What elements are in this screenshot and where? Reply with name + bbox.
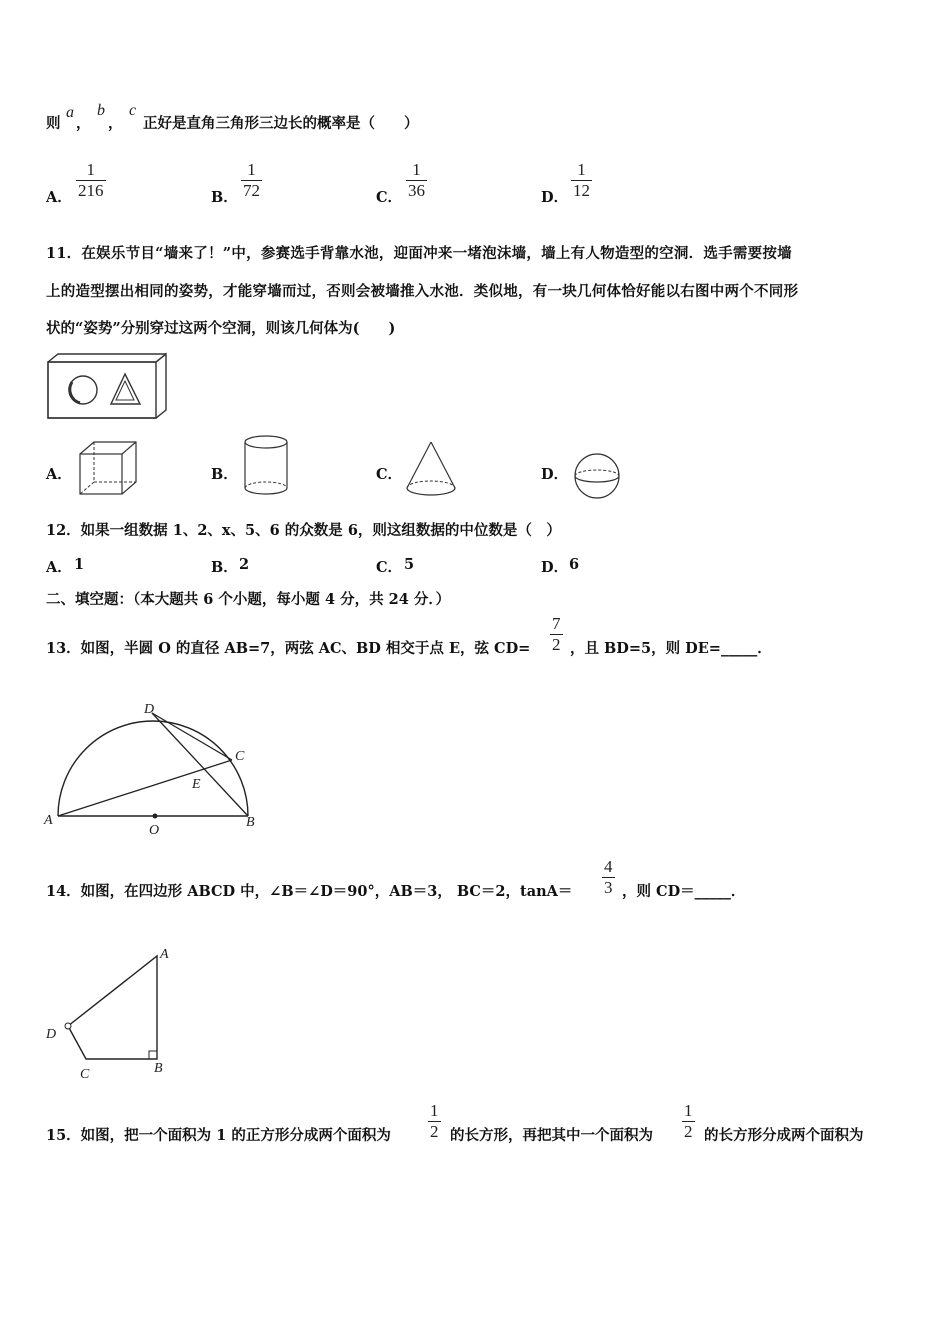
option-label: A． bbox=[46, 559, 72, 576]
label-O: O bbox=[149, 823, 160, 838]
numerator: 4 bbox=[604, 857, 613, 876]
denominator: 2 bbox=[684, 1122, 693, 1141]
q12-stem: 12．如果一组数据 1、2、x、5、6 的众数是 6，则这组数据的中位数是（ ） bbox=[46, 522, 561, 539]
label-D: D bbox=[144, 702, 155, 717]
wall-figure bbox=[46, 352, 168, 420]
label-A: A bbox=[160, 947, 169, 962]
section-title: 二、填空题：（本大题共 6 个小题，每小题 4 分，共 24 分．） bbox=[46, 591, 451, 608]
option-label: B． bbox=[211, 466, 238, 483]
q15-stem-part2: 的长方形，再把其中一个面积为 bbox=[450, 1127, 653, 1144]
label-C: C bbox=[235, 749, 245, 764]
q15-stem-part3: 的长方形分成两个面积为 bbox=[704, 1127, 864, 1144]
denominator: 216 bbox=[78, 181, 104, 200]
option-value: 2 bbox=[239, 556, 250, 573]
q15-fraction-1 bbox=[428, 1101, 441, 1142]
q10-suffix: 正好是直角三角形三边长的概率是（ ） bbox=[143, 115, 419, 132]
option-label: A． bbox=[46, 189, 72, 206]
label-C: C bbox=[80, 1067, 90, 1082]
label-E: E bbox=[192, 777, 201, 792]
label-A: A bbox=[44, 813, 53, 828]
denominator: 36 bbox=[408, 181, 425, 200]
label-D: D bbox=[46, 1027, 57, 1042]
option-value: 1 bbox=[74, 556, 85, 573]
denominator: 2 bbox=[430, 1122, 439, 1141]
fraction bbox=[571, 160, 592, 201]
option-label: C． bbox=[376, 559, 403, 576]
numerator: 1 bbox=[247, 160, 256, 179]
q15-stem-part1: 15．如图，把一个面积为 1 的正方形分成两个面积为 bbox=[46, 1127, 391, 1144]
cube-icon bbox=[78, 440, 140, 496]
fraction bbox=[241, 160, 262, 201]
triangle-hole-icon bbox=[111, 374, 140, 404]
numerator: 1 bbox=[86, 160, 95, 179]
denominator: 3 bbox=[604, 878, 613, 897]
option-value: 6 bbox=[569, 556, 580, 573]
q15-fraction-2 bbox=[682, 1101, 695, 1142]
q10-stem bbox=[46, 114, 61, 134]
q14-stem-part1: 14．如图，在四边形 ABCD 中，∠B＝∠D＝90°，AB＝3， BC＝2，tanA＝ bbox=[46, 883, 573, 900]
q13-stem-part2: ，且 BD=5，则 DE=_____． bbox=[570, 640, 772, 657]
option-value: 5 bbox=[404, 556, 415, 573]
q14-stem-part2: ，则 CD＝_____． bbox=[622, 883, 746, 900]
numerator: 1 bbox=[430, 1101, 439, 1120]
q11-line-3: 状的“姿势”分别穿过这两个空洞，则该几何体为( ) bbox=[46, 320, 396, 337]
q10-var-a: a bbox=[66, 104, 74, 121]
q13-fraction bbox=[550, 614, 563, 655]
option-label: A． bbox=[46, 466, 72, 483]
option-label: B． bbox=[211, 189, 238, 206]
label-B: B bbox=[154, 1061, 163, 1076]
option-label: D． bbox=[541, 559, 569, 576]
numerator: 1 bbox=[684, 1101, 693, 1120]
denominator: 2 bbox=[552, 635, 561, 654]
fraction bbox=[406, 160, 427, 201]
circle-hole-icon bbox=[69, 376, 97, 404]
label-B: B bbox=[246, 815, 255, 830]
numerator: 1 bbox=[412, 160, 421, 179]
q11-line-1: 11．在娱乐节目“墙来了！”中，参赛选手背靠水池，迎面冲来一堵泡沫墙，墙上有人物造型的空洞．选手需要按墙 bbox=[46, 245, 792, 262]
option-label: B． bbox=[211, 559, 238, 576]
denominator: 72 bbox=[243, 181, 260, 200]
q13-stem-part1: 13．如图，半圆 O 的直径 AB=7，两弦 AC、BD 相交于点 E，弦 CD= bbox=[46, 640, 531, 657]
option-label: D． bbox=[541, 189, 569, 206]
fraction bbox=[76, 160, 106, 201]
option-label: C． bbox=[376, 466, 403, 483]
numerator: 1 bbox=[577, 160, 586, 179]
q10-sep2: ， bbox=[108, 115, 123, 132]
denominator: 12 bbox=[573, 181, 590, 200]
numerator: 7 bbox=[552, 614, 561, 633]
q10-var-c: c bbox=[129, 102, 137, 119]
cylinder-icon bbox=[242, 434, 290, 498]
q10-var-b: b bbox=[97, 102, 105, 119]
option-label: C． bbox=[376, 189, 403, 206]
q10-sep1: ， bbox=[76, 115, 91, 132]
quadrilateral-figure bbox=[44, 944, 174, 1084]
semicircle-figure bbox=[44, 700, 264, 840]
cone-icon bbox=[404, 440, 458, 500]
q10-prefix: 则 bbox=[46, 115, 61, 132]
q11-line-2: 上的造型摆出相同的姿势，才能穿墙而过，否则会被墙推入水池．类似地，有一块几何体恰好能以右图中两个不同形 bbox=[46, 283, 799, 300]
q14-fraction bbox=[602, 857, 615, 898]
sphere-icon bbox=[572, 452, 622, 500]
option-label: D． bbox=[541, 466, 569, 483]
